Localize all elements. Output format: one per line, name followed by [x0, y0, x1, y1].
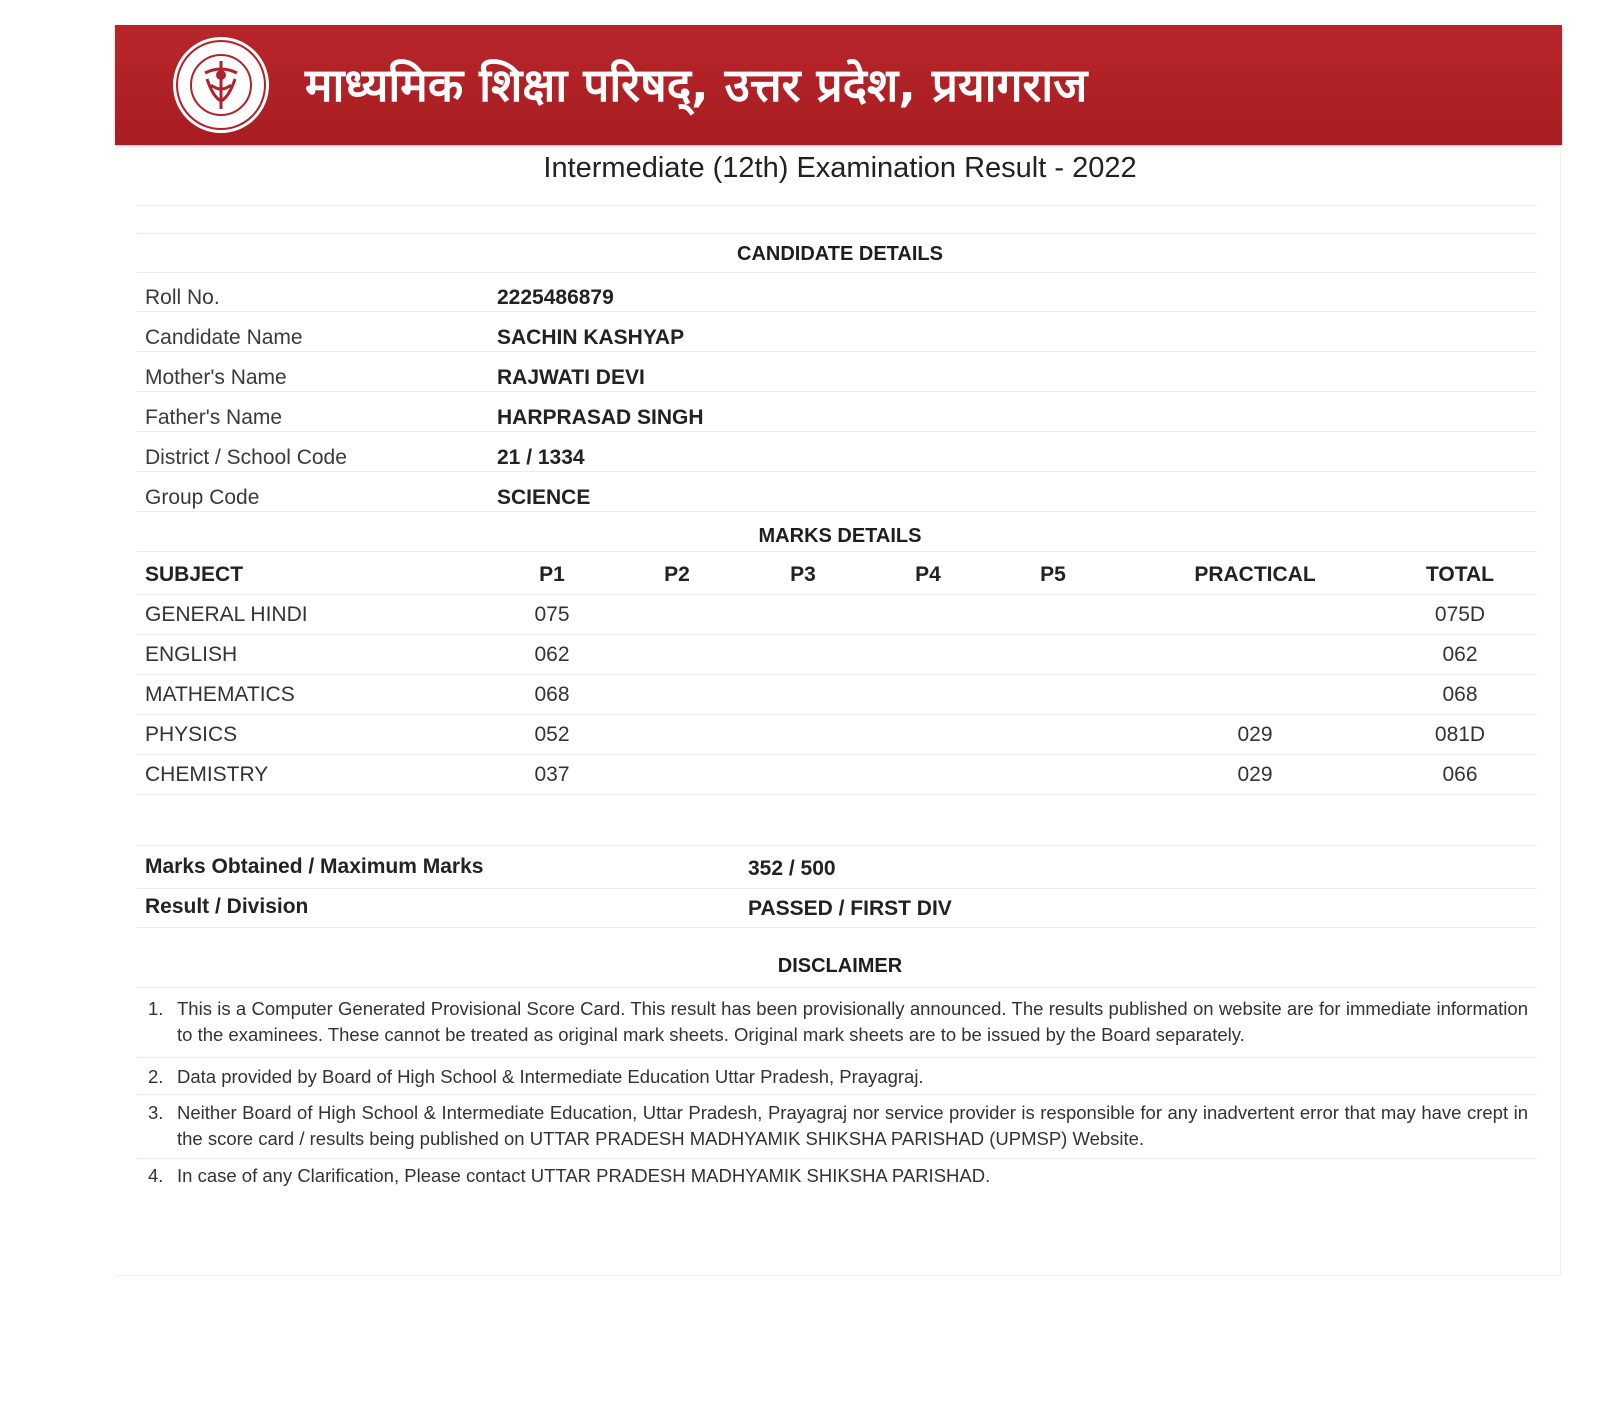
cell-subject: PHYSICS [145, 723, 238, 746]
candidate-row-roll [145, 280, 1535, 320]
field-value: 2225486879 [497, 286, 614, 309]
cell-p1: 062 [534, 643, 570, 666]
divider [137, 1057, 1537, 1058]
marks-details-heading: MARKS DETAILS [758, 525, 922, 547]
cell-p1: 068 [534, 683, 570, 706]
disclaimer-number: 1. [148, 998, 164, 1019]
field-label: Mother's Name [145, 366, 287, 389]
cell-subject: GENERAL HINDI [145, 603, 308, 626]
field-label: Roll No. [145, 286, 220, 309]
upmsp-seal-icon [171, 35, 271, 135]
cell-p1: 075 [534, 603, 570, 626]
disclaimer-text: Data provided by Board of High School & Intermediate Education Uttar Pradesh, Prayagraj. [177, 1066, 924, 1087]
header-banner [115, 25, 1562, 145]
disclaimer-item [148, 1163, 1528, 1189]
col-header-p3: P3 [790, 563, 816, 586]
table-row [145, 757, 1535, 797]
disclaimer-text: In case of any Clarification, Please contact UTTAR PRADESH MADHYAMIK SHIKSHA PARISHAD. [177, 1165, 991, 1186]
divider [137, 551, 1537, 552]
disclaimer-number: 3. [148, 1102, 164, 1123]
disclaimer-text: Neither Board of High School & Intermediate Education, Uttar Pradesh, Prayagraj nor service provider is responsible for any inadvertent error that may have crept in the score card / results being published on UTTAR PRADESH MADHYAMIK SHIKSHA PARISHAD (UPMSP) Website. [177, 1102, 1528, 1149]
cell-practical: 029 [1237, 763, 1273, 786]
col-header-practical: PRACTICAL [1194, 563, 1316, 586]
divider [137, 471, 1537, 472]
page-frame-edge [115, 1275, 1561, 1276]
table-row [145, 717, 1535, 757]
divider [137, 845, 1537, 846]
cell-total: 068 [1442, 683, 1478, 706]
divider [137, 311, 1537, 312]
cell-subject: ENGLISH [145, 643, 238, 666]
table-row [145, 637, 1535, 677]
marks-header-row [145, 557, 1535, 597]
disclaimer-number: 4. [148, 1165, 164, 1186]
field-label: District / School Code [145, 446, 347, 469]
divider [137, 1094, 1537, 1095]
cell-total: 075D [1434, 603, 1486, 626]
candidate-row-name [145, 320, 1535, 360]
col-header-p5: P5 [1040, 563, 1066, 586]
field-value: RAJWATI DEVI [497, 366, 645, 389]
board-title: माध्यमिक शिक्षा परिषद्, उत्तर प्रदेश, प्रयागराज [305, 58, 1088, 112]
col-header-p2: P2 [664, 563, 690, 586]
marks-obtained-value: 352 / 500 [748, 857, 836, 880]
field-label: Candidate Name [145, 326, 303, 349]
result-division-label: Result / Division [145, 895, 309, 918]
col-header-subject: SUBJECT [145, 563, 244, 586]
disclaimer-number: 2. [148, 1066, 164, 1087]
disclaimer-item [148, 996, 1528, 1048]
divider [137, 391, 1537, 392]
candidate-details-heading: CANDIDATE DETAILS [737, 243, 943, 265]
marks-obtained-label: Marks Obtained / Maximum Marks [145, 855, 484, 878]
cell-total: 062 [1442, 643, 1478, 666]
divider [137, 794, 1537, 795]
candidate-row-group [145, 480, 1535, 520]
cell-practical: 029 [1237, 723, 1273, 746]
divider [137, 927, 1537, 928]
result-division-value: PASSED / FIRST DIV [748, 897, 952, 920]
col-header-p4: P4 [915, 563, 941, 586]
divider [137, 233, 1537, 234]
col-header-p1: P1 [539, 563, 565, 586]
cell-subject: MATHEMATICS [145, 683, 295, 706]
candidate-row-mother [145, 360, 1535, 400]
divider [137, 674, 1537, 675]
divider [137, 754, 1537, 755]
divider [137, 511, 1537, 512]
cell-p1: 037 [534, 763, 570, 786]
divider [137, 634, 1537, 635]
table-row [145, 597, 1535, 637]
divider [137, 431, 1537, 432]
field-label: Group Code [145, 486, 260, 509]
table-row [145, 677, 1535, 717]
cell-total: 081D [1434, 723, 1486, 746]
cell-p1: 052 [534, 723, 570, 746]
cell-subject: CHEMISTRY [145, 763, 269, 786]
divider [137, 987, 1537, 988]
field-value: SACHIN KASHYAP [497, 326, 685, 349]
disclaimer-item [148, 1064, 1528, 1090]
exam-title: Intermediate (12th) Examination Result - 2022 [543, 152, 1137, 184]
disclaimer-item [148, 1100, 1528, 1152]
field-label: Father's Name [145, 406, 283, 429]
field-value: 21 / 1334 [497, 446, 585, 469]
field-value: HARPRASAD SINGH [497, 406, 704, 429]
divider [137, 351, 1537, 352]
field-value: SCIENCE [497, 486, 591, 509]
divider [137, 888, 1537, 889]
divider [137, 205, 1537, 206]
disclaimer-heading: DISCLAIMER [777, 955, 903, 977]
page-frame-edge [1560, 145, 1561, 1275]
col-header-total: TOTAL [1425, 563, 1495, 586]
divider [137, 1158, 1537, 1159]
divider [137, 272, 1537, 273]
disclaimer-text: This is a Computer Generated Provisional Score Card. This result has been provisionally announced. The results published on website are for immediate information to the examinees. These cannot be treated as original mark sheets. Original mark sheets are to be issued by the Board separately. [177, 998, 1528, 1045]
divider [137, 594, 1537, 595]
cell-total: 066 [1442, 763, 1478, 786]
candidate-row-district [145, 440, 1535, 480]
divider [137, 714, 1537, 715]
candidate-row-father [145, 400, 1535, 440]
